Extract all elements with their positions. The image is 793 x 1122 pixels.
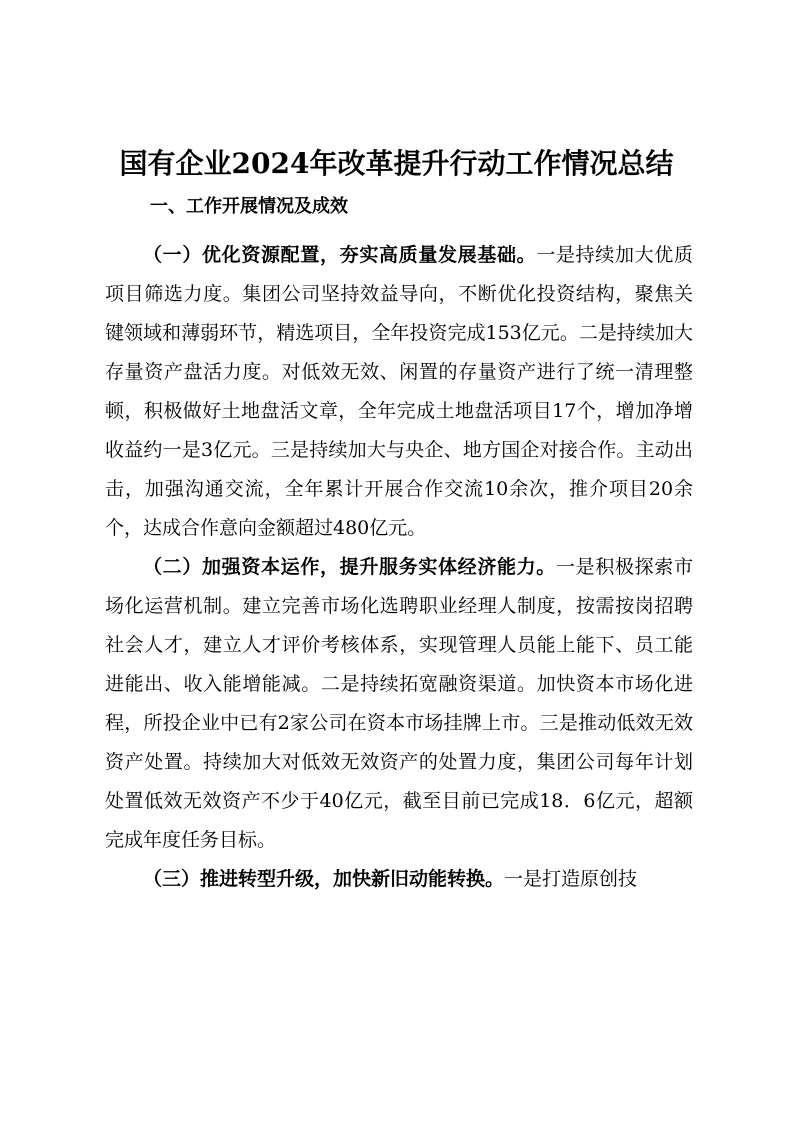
document-title: 国有企业2024年改革提升行动工作情况总结 — [119, 147, 674, 180]
paragraph-text: 一是持续加大优质项目筛选力度。集团公司坚持效益导向，不断优化投资结构，聚焦关键领域和薄弱环节，精选项目，全年投资完成153亿元。二是持续加大存量资产盘活力度。对低效无效、闲置的存量资产进行了统一清理整顿，积极做好土地盘活文章，全年完成土地盘活项目17个，增加净增收益约一是3亿元。三是持续加大与央企、地方国企对接合作。主动出击，加强沟通交流，全年累计开展合作交流10余次，推介项目20余个，达成合作意向金额超过480亿元。 — [105, 244, 693, 539]
paragraph-lead: （一）优化资源配置，夯实高质量发展基础。 — [143, 244, 537, 266]
section-body — [105, 236, 693, 899]
paragraph-lead: （二）加强资本运作，提升服务实体经济能力。 — [143, 556, 556, 578]
section-heading: 一、工作开展情况及成效 — [150, 196, 348, 217]
paragraph-2 — [105, 548, 693, 860]
paragraph-lead: （三）推进转型升级，加快新旧动能转换。 — [143, 868, 505, 890]
paragraph-3 — [105, 860, 693, 899]
paragraph-1 — [105, 236, 693, 548]
paragraph-text: 一是积极探索市场化运营机制。建立完善市场化选聘职业经理人制度，按需按岗招聘社会人才，建立人才评价考核体系，实现管理人员能上能下、员工能进能出、收入能增能减。二是持续拓宽融资渠道。加快资本市场化进程，所投企业中已有2家公司在资本市场挂牌上市。三是推动低效无效资产处置。持续加大对低效无效资产的处置力度，集团公司每年计划处置低效无效资产不少于40亿元，截至目前已完成18．6亿元，超额完成年度任务目标。 — [105, 556, 693, 851]
paragraph-text: 一是打造原创技 — [504, 868, 638, 890]
